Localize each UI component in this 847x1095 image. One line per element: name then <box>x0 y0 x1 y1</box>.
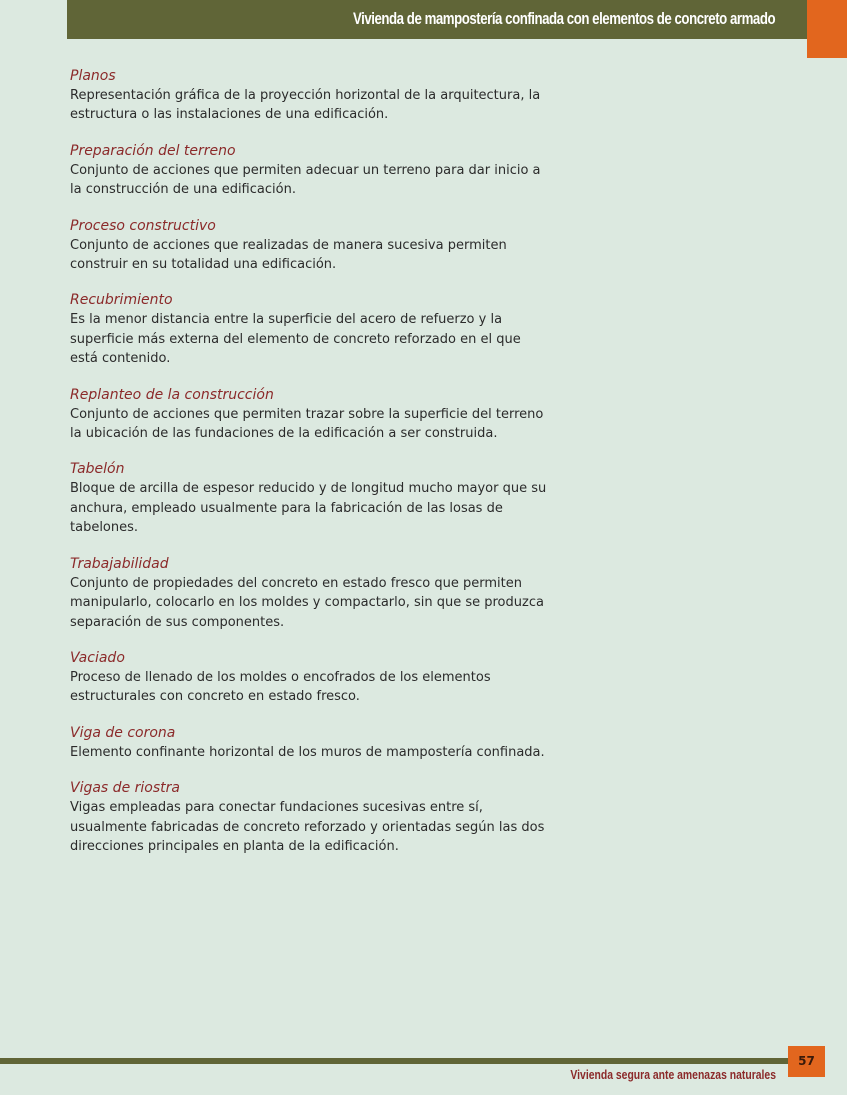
glossary-definition: Conjunto de acciones que permiten adecuar un terreno para dar inicio a la construcción de una edificación. <box>70 162 541 198</box>
glossary-entry <box>70 779 550 856</box>
glossary-definition: Bloque de arcilla de espesor reducido y de longitud mucho mayor que su anchura, empleado usualmente para la fabricación de las losas de tabelones. <box>70 481 547 536</box>
glossary-definition: Elemento confinante horizontal de los muros de mampostería confinada. <box>70 744 545 760</box>
corner-tab <box>807 0 847 58</box>
header-bar <box>67 0 825 39</box>
glossary-term: Vaciado <box>70 649 125 666</box>
glossary-definition: Conjunto de acciones que realizadas de manera sucesiva permiten construir en su totalidad una edificación. <box>70 237 507 273</box>
page-number: 57 <box>788 1046 825 1077</box>
glossary-term: Viga de corona <box>70 724 176 741</box>
glossary-term: Tabelón <box>70 461 125 478</box>
header-title: Vivienda de mampostería confinada con elementos de concreto armado <box>352 9 775 28</box>
glossary-term: Planos <box>70 68 116 84</box>
glossary-entry <box>70 217 550 275</box>
glossary-entry <box>70 67 550 125</box>
glossary-entry <box>70 724 550 762</box>
glossary-term: Replanteo de la construcción <box>70 386 274 403</box>
glossary-definition: Es la menor distancia entre la superficie del acero de refuerzo y la superficie más externa del elemento de concreto reforzado en el que está contenido. <box>70 312 521 367</box>
glossary-term: Vigas de riostra <box>70 780 180 797</box>
glossary-entry <box>70 555 550 632</box>
glossary-term: Proceso constructivo <box>70 217 216 234</box>
glossary-list <box>70 67 550 873</box>
glossary-term: Recubrimiento <box>70 292 173 309</box>
glossary-definition: Conjunto de acciones que permiten trazar sobre la superficie del terreno la ubicación de las fundaciones de la edificación a ser construida. <box>70 406 544 442</box>
glossary-definition: Vigas empleadas para conectar fundaciones sucesivas entre sí, usualmente fabricadas de concreto reforzado y orientadas según las dos direcciones principales en planta de la edificación. <box>70 800 545 854</box>
glossary-entry <box>70 460 550 537</box>
glossary-definition: Conjunto de propiedades del concreto en estado fresco que permiten manipularlo, colocarlo en los moldes y compactarlo, sin que se produzca separación de sus componentes. <box>70 575 544 630</box>
glossary-entry <box>70 649 550 707</box>
glossary-definition: Representación gráfica de la proyección horizontal de la arquitectura, la estructura o las instalaciones de una edificación. <box>70 88 541 123</box>
footer-title: Vivienda segura ante amenazas naturales <box>570 1067 776 1082</box>
glossary-entry <box>70 386 550 444</box>
glossary-term: Trabajabilidad <box>70 555 169 572</box>
glossary-definition: Proceso de llenado de los moldes o encofrados de los elementos estructurales con concreto en estado fresco. <box>70 669 491 705</box>
glossary-term: Preparación del terreno <box>70 142 236 159</box>
glossary-entry <box>70 291 550 368</box>
footer-bar <box>0 1058 788 1064</box>
glossary-entry <box>70 142 550 200</box>
